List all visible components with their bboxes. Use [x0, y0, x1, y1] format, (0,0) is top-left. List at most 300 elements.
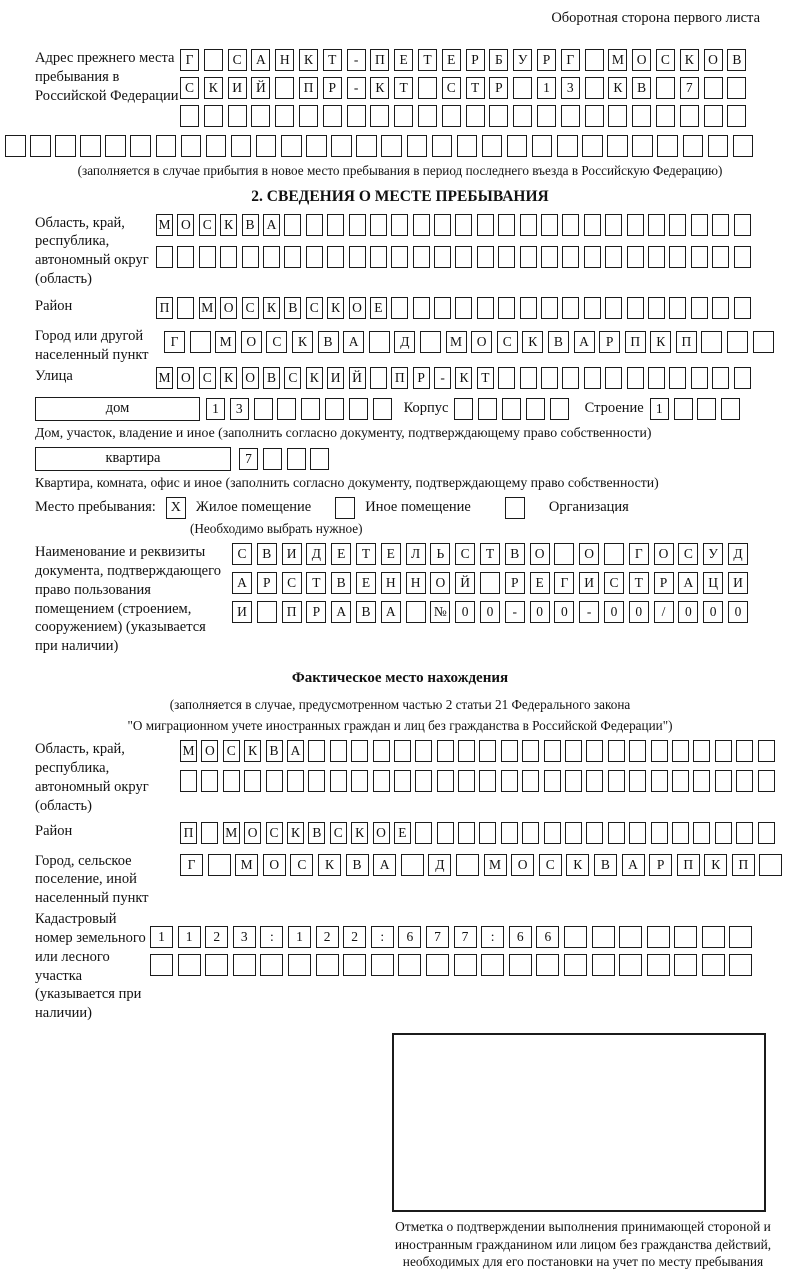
char-cell[interactable]: Е	[381, 543, 401, 565]
char-cell[interactable]	[736, 770, 753, 792]
char-cell[interactable]	[513, 77, 532, 99]
char-cell[interactable]: М	[484, 854, 507, 876]
char-cell[interactable]	[325, 398, 344, 420]
char-cell[interactable]	[228, 105, 247, 127]
char-cell[interactable]	[454, 954, 477, 976]
char-cell[interactable]	[721, 398, 740, 420]
char-cell[interactable]: Д	[394, 331, 415, 353]
char-cell[interactable]	[586, 822, 603, 844]
char-cell[interactable]: В	[263, 367, 280, 389]
char-cell[interactable]	[356, 135, 377, 157]
char-cell[interactable]	[456, 854, 479, 876]
char-cell[interactable]	[629, 770, 646, 792]
char-cell[interactable]	[477, 246, 494, 268]
char-cell[interactable]	[381, 135, 402, 157]
char-cell[interactable]	[562, 297, 579, 319]
char-cell[interactable]	[260, 954, 283, 976]
char-cell[interactable]: С	[306, 297, 323, 319]
char-cell[interactable]	[391, 246, 408, 268]
char-cell[interactable]	[727, 77, 746, 99]
char-cell[interactable]: К	[608, 77, 627, 99]
char-cell[interactable]	[327, 246, 344, 268]
char-cell[interactable]	[584, 214, 601, 236]
char-cell[interactable]	[736, 822, 753, 844]
char-cell[interactable]: В	[346, 854, 369, 876]
char-cell[interactable]	[55, 135, 76, 157]
char-cell[interactable]	[627, 214, 644, 236]
char-cell[interactable]	[432, 135, 453, 157]
char-cell[interactable]: М	[446, 331, 467, 353]
char-cell[interactable]	[455, 246, 472, 268]
char-cell[interactable]	[177, 246, 194, 268]
char-cell[interactable]: О	[241, 331, 262, 353]
char-cell[interactable]: Т	[629, 572, 649, 594]
char-cell[interactable]	[693, 822, 710, 844]
char-cell[interactable]: С	[266, 331, 287, 353]
char-cell[interactable]	[418, 105, 437, 127]
char-cell[interactable]	[466, 105, 485, 127]
char-cell[interactable]	[605, 214, 622, 236]
char-cell[interactable]	[651, 770, 668, 792]
char-cell[interactable]: О	[471, 331, 492, 353]
char-cell[interactable]	[323, 105, 342, 127]
char-cell[interactable]	[306, 214, 323, 236]
char-cell[interactable]	[351, 740, 368, 762]
char-cell[interactable]: К	[263, 297, 280, 319]
char-cell[interactable]: И	[232, 601, 252, 623]
char-cell[interactable]: В	[331, 572, 351, 594]
char-cell[interactable]	[708, 135, 729, 157]
char-cell[interactable]	[327, 214, 344, 236]
char-cell[interactable]: В	[257, 543, 277, 565]
char-cell[interactable]: 3	[233, 926, 256, 948]
char-cell[interactable]	[498, 246, 515, 268]
char-cell[interactable]	[5, 135, 26, 157]
char-cell[interactable]: 1	[206, 398, 225, 420]
char-cell[interactable]: С	[290, 854, 313, 876]
char-cell[interactable]	[455, 214, 472, 236]
char-cell[interactable]	[562, 367, 579, 389]
char-cell[interactable]: -	[579, 601, 599, 623]
char-cell[interactable]: 0	[678, 601, 698, 623]
char-cell[interactable]: Н	[381, 572, 401, 594]
char-cell[interactable]	[201, 770, 218, 792]
char-cell[interactable]	[481, 954, 504, 976]
char-cell[interactable]	[406, 601, 426, 623]
char-cell[interactable]	[627, 367, 644, 389]
char-cell[interactable]	[394, 740, 411, 762]
char-cell[interactable]: М	[180, 740, 197, 762]
char-cell[interactable]	[674, 954, 697, 976]
char-cell[interactable]: П	[677, 854, 700, 876]
char-cell[interactable]: О	[220, 297, 237, 319]
char-cell[interactable]: Р	[323, 77, 342, 99]
char-cell[interactable]: И	[728, 572, 748, 594]
char-cell[interactable]	[180, 105, 199, 127]
char-cell[interactable]	[275, 105, 294, 127]
char-cell[interactable]: 0	[604, 601, 624, 623]
char-cell[interactable]	[426, 954, 449, 976]
char-cell[interactable]	[522, 740, 539, 762]
char-cell[interactable]	[520, 246, 537, 268]
char-cell[interactable]	[458, 770, 475, 792]
char-cell[interactable]: М	[156, 367, 173, 389]
char-cell[interactable]	[437, 822, 454, 844]
char-cell[interactable]: В	[727, 49, 746, 71]
char-cell[interactable]	[691, 367, 708, 389]
char-cell[interactable]: П	[625, 331, 646, 353]
char-cell[interactable]: Ц	[703, 572, 723, 594]
char-cell[interactable]: С	[455, 543, 475, 565]
char-cell[interactable]	[284, 214, 301, 236]
char-cell[interactable]	[287, 448, 306, 470]
char-cell[interactable]	[284, 246, 301, 268]
char-cell[interactable]: Т	[323, 49, 342, 71]
char-cell[interactable]	[206, 135, 227, 157]
char-cell[interactable]: 1	[150, 926, 173, 948]
char-cell[interactable]: О	[530, 543, 550, 565]
char-cell[interactable]: Й	[349, 367, 366, 389]
char-cell[interactable]	[415, 822, 432, 844]
char-cell[interactable]: Д	[428, 854, 451, 876]
char-cell[interactable]	[204, 49, 223, 71]
char-cell[interactable]: П	[370, 49, 389, 71]
char-cell[interactable]: №	[430, 601, 450, 623]
char-cell[interactable]: Ь	[430, 543, 450, 565]
char-cell[interactable]	[647, 954, 670, 976]
char-cell[interactable]: В	[266, 740, 283, 762]
char-cell[interactable]	[669, 214, 686, 236]
char-cell[interactable]	[180, 770, 197, 792]
char-cell[interactable]	[204, 105, 223, 127]
char-cell[interactable]	[541, 214, 558, 236]
char-cell[interactable]	[608, 822, 625, 844]
char-cell[interactable]	[156, 135, 177, 157]
char-cell[interactable]: К	[204, 77, 223, 99]
char-cell[interactable]: О	[579, 543, 599, 565]
char-cell[interactable]	[585, 105, 604, 127]
char-cell[interactable]	[415, 770, 432, 792]
char-cell[interactable]	[651, 740, 668, 762]
char-cell[interactable]	[251, 105, 270, 127]
char-cell[interactable]: М	[199, 297, 216, 319]
char-cell[interactable]: А	[678, 572, 698, 594]
char-cell[interactable]	[604, 543, 624, 565]
char-cell[interactable]	[753, 331, 774, 353]
char-cell[interactable]: К	[244, 740, 261, 762]
char-cell[interactable]	[316, 954, 339, 976]
char-cell[interactable]	[657, 135, 678, 157]
char-cell[interactable]: К	[220, 367, 237, 389]
char-cell[interactable]	[758, 822, 775, 844]
char-cell[interactable]	[420, 331, 441, 353]
char-cell[interactable]	[434, 297, 451, 319]
char-cell[interactable]: Р	[413, 367, 430, 389]
char-cell[interactable]	[80, 135, 101, 157]
char-cell[interactable]	[647, 926, 670, 948]
char-cell[interactable]: 1	[650, 398, 669, 420]
char-cell[interactable]	[479, 740, 496, 762]
char-cell[interactable]	[509, 954, 532, 976]
char-cell[interactable]: П	[180, 822, 197, 844]
char-cell[interactable]: А	[263, 214, 280, 236]
char-cell[interactable]	[608, 740, 625, 762]
char-cell[interactable]	[281, 135, 302, 157]
char-cell[interactable]: Г	[180, 854, 203, 876]
char-cell[interactable]	[715, 740, 732, 762]
char-cell[interactable]: К	[370, 77, 389, 99]
char-cell[interactable]	[501, 822, 518, 844]
char-cell[interactable]	[370, 105, 389, 127]
char-cell[interactable]: -	[434, 367, 451, 389]
char-cell[interactable]: А	[232, 572, 252, 594]
char-cell[interactable]	[715, 770, 732, 792]
char-cell[interactable]: :	[260, 926, 283, 948]
char-cell[interactable]	[373, 740, 390, 762]
char-cell[interactable]: К	[306, 367, 323, 389]
char-cell[interactable]	[734, 297, 751, 319]
char-cell[interactable]: М	[215, 331, 236, 353]
char-cell[interactable]: Т	[418, 49, 437, 71]
char-cell[interactable]: Л	[406, 543, 426, 565]
char-cell[interactable]	[627, 246, 644, 268]
char-cell[interactable]	[632, 135, 653, 157]
char-cell[interactable]: И	[282, 543, 302, 565]
char-cell[interactable]: П	[732, 854, 755, 876]
char-cell[interactable]	[554, 543, 574, 565]
char-cell[interactable]: С	[442, 77, 461, 99]
char-cell[interactable]: Р	[654, 572, 674, 594]
char-cell[interactable]	[536, 954, 559, 976]
char-cell[interactable]: С	[604, 572, 624, 594]
char-cell[interactable]	[482, 135, 503, 157]
char-cell[interactable]: К	[292, 331, 313, 353]
char-cell[interactable]: Р	[599, 331, 620, 353]
char-cell[interactable]: Д	[306, 543, 326, 565]
char-cell[interactable]	[205, 954, 228, 976]
char-cell[interactable]: А	[622, 854, 645, 876]
char-cell[interactable]	[629, 822, 646, 844]
char-cell[interactable]	[244, 770, 261, 792]
char-cell[interactable]	[584, 297, 601, 319]
char-cell[interactable]	[627, 297, 644, 319]
char-cell[interactable]: П	[282, 601, 302, 623]
char-cell[interactable]: Й	[455, 572, 475, 594]
char-cell[interactable]	[702, 926, 725, 948]
char-cell[interactable]	[288, 954, 311, 976]
char-cell[interactable]: С	[199, 367, 216, 389]
char-cell[interactable]: 0	[480, 601, 500, 623]
char-cell[interactable]	[477, 214, 494, 236]
char-cell[interactable]: Г	[164, 331, 185, 353]
char-cell[interactable]	[669, 367, 686, 389]
char-cell[interactable]	[672, 822, 689, 844]
char-cell[interactable]: 1	[178, 926, 201, 948]
char-cell[interactable]: В	[356, 601, 376, 623]
char-cell[interactable]	[619, 954, 642, 976]
char-cell[interactable]: И	[579, 572, 599, 594]
char-cell[interactable]: О	[244, 822, 261, 844]
char-cell[interactable]	[605, 367, 622, 389]
char-cell[interactable]: О	[654, 543, 674, 565]
char-cell[interactable]	[105, 135, 126, 157]
char-cell[interactable]: 7	[426, 926, 449, 948]
char-cell[interactable]	[693, 770, 710, 792]
char-cell[interactable]: П	[676, 331, 697, 353]
char-cell[interactable]	[220, 246, 237, 268]
char-cell[interactable]	[712, 367, 729, 389]
char-cell[interactable]	[520, 297, 537, 319]
char-cell[interactable]	[733, 135, 754, 157]
char-cell[interactable]: И	[327, 367, 344, 389]
char-cell[interactable]: О	[177, 367, 194, 389]
checkbox-zhiloe[interactable]: X	[166, 497, 186, 519]
char-cell[interactable]: Р	[649, 854, 672, 876]
char-cell[interactable]	[394, 105, 413, 127]
char-cell[interactable]	[306, 135, 327, 157]
char-cell[interactable]	[370, 246, 387, 268]
char-cell[interactable]: В	[632, 77, 651, 99]
char-cell[interactable]: Р	[257, 572, 277, 594]
char-cell[interactable]	[632, 105, 651, 127]
char-cell[interactable]	[330, 740, 347, 762]
char-cell[interactable]	[478, 398, 497, 420]
char-cell[interactable]: 3	[230, 398, 249, 420]
char-cell[interactable]	[299, 105, 318, 127]
char-cell[interactable]	[693, 740, 710, 762]
char-cell[interactable]: С	[678, 543, 698, 565]
char-cell[interactable]	[734, 367, 751, 389]
char-cell[interactable]: С	[242, 297, 259, 319]
char-cell[interactable]	[349, 398, 368, 420]
char-cell[interactable]	[564, 926, 587, 948]
char-cell[interactable]: А	[574, 331, 595, 353]
char-cell[interactable]: М	[156, 214, 173, 236]
char-cell[interactable]: Н	[406, 572, 426, 594]
char-cell[interactable]	[308, 740, 325, 762]
char-cell[interactable]	[537, 105, 556, 127]
char-cell[interactable]	[156, 246, 173, 268]
char-cell[interactable]	[526, 398, 545, 420]
char-cell[interactable]: Р	[466, 49, 485, 71]
char-cell[interactable]	[562, 214, 579, 236]
char-cell[interactable]	[564, 954, 587, 976]
char-cell[interactable]	[330, 770, 347, 792]
char-cell[interactable]	[407, 135, 428, 157]
char-cell[interactable]: К	[327, 297, 344, 319]
char-cell[interactable]	[561, 105, 580, 127]
char-cell[interactable]	[413, 214, 430, 236]
char-cell[interactable]	[656, 105, 675, 127]
char-cell[interactable]: -	[347, 77, 366, 99]
char-cell[interactable]: 0	[728, 601, 748, 623]
char-cell[interactable]	[734, 214, 751, 236]
char-cell[interactable]	[277, 398, 296, 420]
char-cell[interactable]	[544, 822, 561, 844]
char-cell[interactable]: 2	[316, 926, 339, 948]
char-cell[interactable]	[480, 572, 500, 594]
checkbox-inoe[interactable]	[335, 497, 355, 519]
char-cell[interactable]: Р	[505, 572, 525, 594]
char-cell[interactable]	[391, 214, 408, 236]
char-cell[interactable]: Т	[394, 77, 413, 99]
char-cell[interactable]: А	[343, 331, 364, 353]
char-cell[interactable]: С	[330, 822, 347, 844]
char-cell[interactable]: В	[505, 543, 525, 565]
char-cell[interactable]	[398, 954, 421, 976]
char-cell[interactable]: 0	[629, 601, 649, 623]
char-cell[interactable]	[522, 822, 539, 844]
char-cell[interactable]	[565, 822, 582, 844]
char-cell[interactable]: М	[608, 49, 627, 71]
char-cell[interactable]	[704, 77, 723, 99]
char-cell[interactable]	[656, 77, 675, 99]
char-cell[interactable]	[582, 135, 603, 157]
char-cell[interactable]	[413, 297, 430, 319]
char-cell[interactable]: /	[654, 601, 674, 623]
char-cell[interactable]: Т	[477, 367, 494, 389]
char-cell[interactable]	[520, 367, 537, 389]
char-cell[interactable]: :	[371, 926, 394, 948]
char-cell[interactable]	[242, 246, 259, 268]
char-cell[interactable]	[541, 297, 558, 319]
char-cell[interactable]: Е	[331, 543, 351, 565]
char-cell[interactable]	[584, 367, 601, 389]
char-cell[interactable]	[544, 740, 561, 762]
char-cell[interactable]	[585, 49, 604, 71]
char-cell[interactable]: Е	[356, 572, 376, 594]
char-cell[interactable]: 7	[680, 77, 699, 99]
char-cell[interactable]: С	[656, 49, 675, 71]
char-cell[interactable]	[758, 740, 775, 762]
char-cell[interactable]: А	[381, 601, 401, 623]
char-cell[interactable]: Г	[554, 572, 574, 594]
char-cell[interactable]	[672, 740, 689, 762]
char-cell[interactable]	[349, 214, 366, 236]
char-cell[interactable]: У	[703, 543, 723, 565]
char-cell[interactable]: С	[223, 740, 240, 762]
char-cell[interactable]: О	[632, 49, 651, 71]
char-cell[interactable]	[177, 297, 194, 319]
char-cell[interactable]: Т	[466, 77, 485, 99]
char-cell[interactable]: Р	[537, 49, 556, 71]
char-cell[interactable]	[758, 770, 775, 792]
char-cell[interactable]	[513, 105, 532, 127]
char-cell[interactable]	[254, 398, 273, 420]
char-cell[interactable]	[691, 214, 708, 236]
char-cell[interactable]	[619, 926, 642, 948]
char-cell[interactable]	[550, 398, 569, 420]
char-cell[interactable]	[373, 770, 390, 792]
char-cell[interactable]: О	[201, 740, 218, 762]
char-cell[interactable]	[347, 105, 366, 127]
char-cell[interactable]: С	[228, 49, 247, 71]
char-cell[interactable]: С	[180, 77, 199, 99]
char-cell[interactable]	[502, 398, 521, 420]
char-cell[interactable]: В	[242, 214, 259, 236]
char-cell[interactable]: И	[228, 77, 247, 99]
char-cell[interactable]: 1	[288, 926, 311, 948]
char-cell[interactable]: Б	[489, 49, 508, 71]
char-cell[interactable]: Р	[489, 77, 508, 99]
char-cell[interactable]: Т	[356, 543, 376, 565]
char-cell[interactable]	[586, 740, 603, 762]
char-cell[interactable]	[394, 770, 411, 792]
char-cell[interactable]	[522, 770, 539, 792]
char-cell[interactable]	[565, 770, 582, 792]
char-cell[interactable]: С	[284, 367, 301, 389]
char-cell[interactable]	[648, 297, 665, 319]
